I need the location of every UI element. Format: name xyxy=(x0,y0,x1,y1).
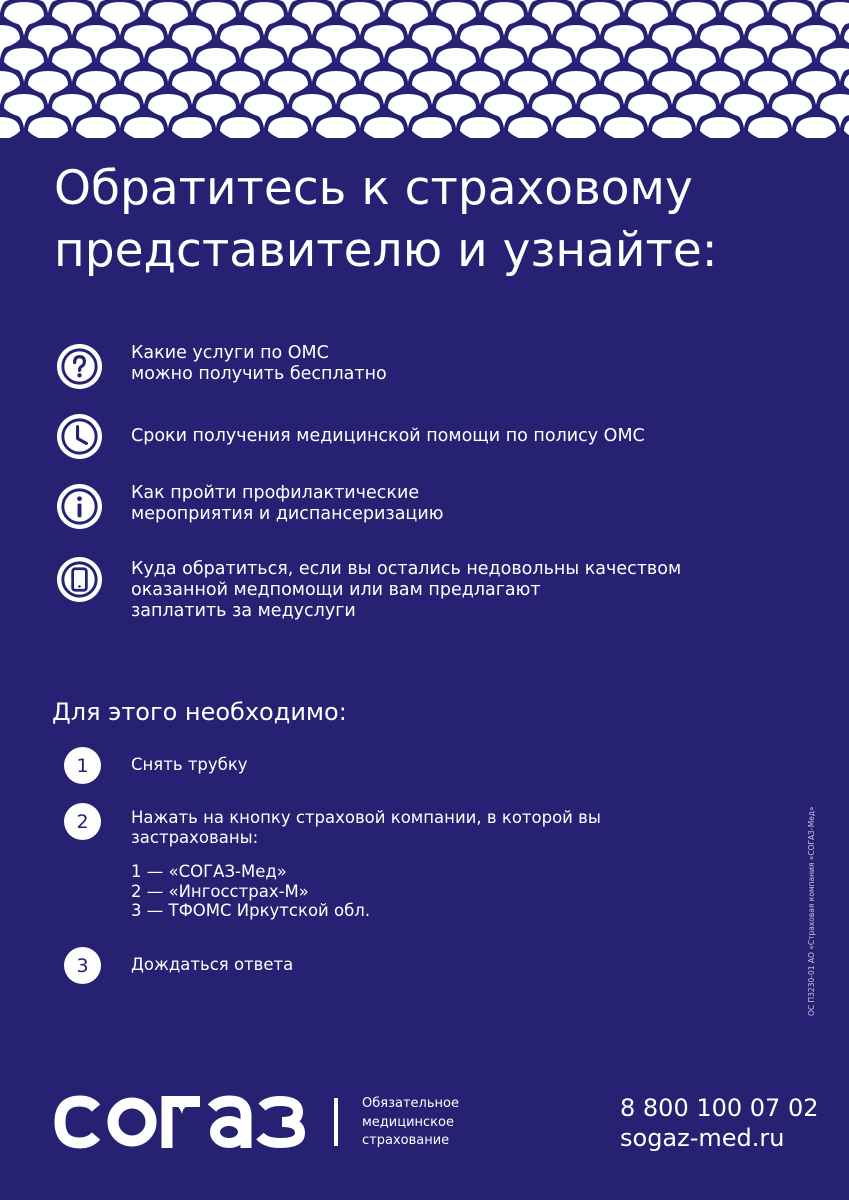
sogaz-logo xyxy=(52,1094,310,1154)
step-3 xyxy=(64,947,293,984)
tagline-line: страхование xyxy=(362,1133,450,1148)
info-item-text: оказанной медпомощи или вам предлагают xyxy=(131,580,541,600)
info-item-text: можно получить бесплатно xyxy=(131,364,387,384)
step-1 xyxy=(64,747,248,784)
insurer-option: 3 — ТФОМС Иркутской обл. xyxy=(131,901,371,920)
info-icon xyxy=(56,483,103,530)
info-item-text: Куда обратиться, если вы остались недовольны качеством xyxy=(131,559,682,579)
tagline xyxy=(362,1095,459,1151)
insurer-options-list xyxy=(131,862,601,921)
info-item-text: Как пройти профилактические xyxy=(131,483,420,503)
question-icon xyxy=(56,343,103,390)
info-item-text: заплатить за медуслуги xyxy=(131,601,356,621)
step-text: застрахованы: xyxy=(131,827,259,847)
clock-icon xyxy=(56,413,103,460)
info-item-services xyxy=(56,343,387,390)
step-text: Дождаться ответа xyxy=(131,955,294,974)
phone-number[interactable]: 8 800 100 07 02 xyxy=(620,1094,819,1122)
tagline-line: Обязательное xyxy=(362,1096,459,1111)
contacts xyxy=(620,1093,818,1153)
legal-note: ОС П3230-01 АО «Страховая компания «СОГАЗ-Мед» xyxy=(807,806,816,1016)
info-item-complaints xyxy=(56,556,681,622)
footer-divider xyxy=(334,1098,338,1146)
step-number-badge: 1 xyxy=(64,747,101,784)
page-title xyxy=(54,158,814,282)
step-text: Снять трубку xyxy=(131,755,248,774)
step-number-badge: 3 xyxy=(64,947,101,984)
info-item-terms xyxy=(56,413,645,460)
title-line-2: представителю и узнайте: xyxy=(54,223,718,278)
info-item-text: Сроки получения медицинской помощи по полису ОМС xyxy=(131,426,645,446)
sogaz-logo-mark xyxy=(52,1094,310,1150)
info-item-prevention xyxy=(56,483,443,530)
phone-icon xyxy=(56,556,103,603)
decorative-pattern xyxy=(0,0,849,140)
website-link[interactable]: sogaz-med.ru xyxy=(620,1124,785,1152)
title-line-1: Обратитесь к страховому xyxy=(54,161,693,216)
insurer-option: 1 — «СОГАЗ-Мед» xyxy=(131,862,287,881)
info-item-text: Какие услуги по ОМС xyxy=(131,343,329,363)
info-item-text: мероприятия и диспансеризацию xyxy=(131,504,444,524)
step-number-badge: 2 xyxy=(64,803,101,840)
insurer-option: 2 — «Ингосстрах-М» xyxy=(131,881,309,901)
step-text: Нажать на кнопку страховой компании, в которой вы xyxy=(131,808,601,827)
steps-heading: Для этого необходимо: xyxy=(52,698,347,726)
tagline-line: медицинское xyxy=(362,1114,454,1130)
step-2 xyxy=(64,803,601,921)
